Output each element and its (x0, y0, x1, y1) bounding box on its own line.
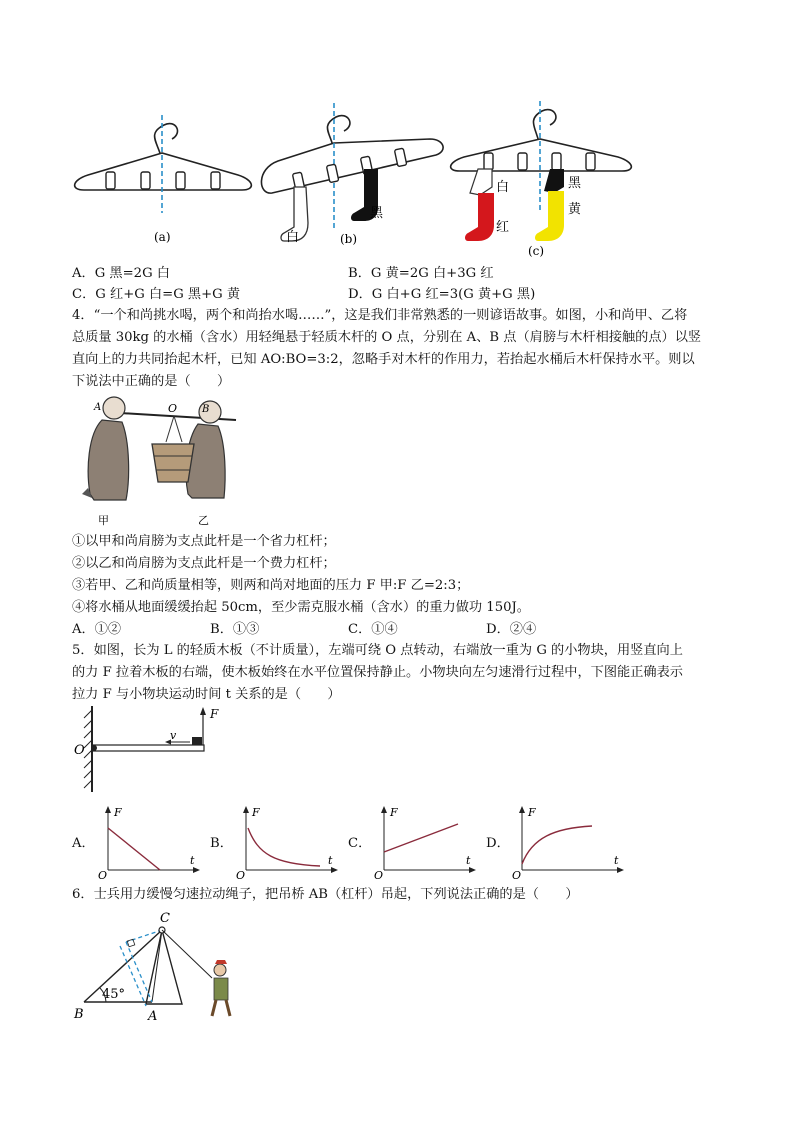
graph-d-curve (522, 826, 592, 864)
q4-statement-2: ②以乙和尚肩膀为支点此杆是一个费力杠杆； (72, 556, 336, 571)
q4-statement-4: ④将水桶从地面缓缓抬起 50cm，至少需克服水桶（含水）的重力做功 150J。 (72, 600, 530, 615)
q3-option-b: B．G 黄=2G 白+3G 红 (348, 266, 494, 281)
monks-label-b: B (202, 404, 210, 415)
hanger-a (75, 115, 252, 213)
graph-d-y-label: F (528, 806, 536, 819)
graph-a-y-label: F (114, 806, 122, 819)
q4-line-2: 总质量 30kg 的水桶（含水）用轻绳悬于轻质木杆的 O 点，分别在 A、B 点（肩膀与木杆相接触的点）以竖 (72, 330, 702, 345)
sock-label-white: 白 (286, 230, 300, 245)
graph-b-origin: O (236, 869, 246, 880)
q6-line-1: 6．士兵用力缓慢匀速拉动绳子，把吊桥 AB（杠杆）吊起，下列说法正确的是（ ） (72, 887, 579, 902)
sock-label-black: 黑 (370, 206, 384, 221)
graph-b (234, 804, 342, 880)
graph-c-curve (384, 824, 458, 852)
q4-line-3: 直向上的力共同抬起木杆，已知 AO:BO=3:2，忽略手对木杆的作用力，若抬起水桶后木杆保持水平。则以 (72, 352, 695, 367)
sock-label-black-c: 黑 (568, 176, 582, 191)
hanger-c (451, 101, 632, 241)
graph-a-curve (108, 828, 160, 870)
hanger-label-b: (b) (340, 232, 358, 246)
graph-a-origin: O (98, 869, 108, 880)
monks-figure (74, 390, 254, 530)
monks-label-jia: 甲 (98, 514, 109, 527)
graph-a-x-label: t (190, 854, 195, 867)
graph-b-x-label: t (328, 854, 333, 867)
hangers-figure (66, 95, 636, 260)
q4-option-d: D．②④ (486, 622, 537, 637)
board-label-o: O (74, 743, 85, 758)
q5-graph-label-c: C． (348, 836, 372, 851)
q4-line-1: 4．“一个和尚挑水喝，两个和尚抬水喝……”，这是我们非常熟悉的一则谚语故事。如图，小和尚甲、乙将 (72, 308, 688, 323)
q4-statement-1: ①以甲和尚肩膀为支点此杆是一个省力杠杆； (72, 534, 336, 549)
q4-option-b: B．①③ (210, 622, 260, 637)
graph-c-origin: O (374, 869, 384, 880)
drawbridge-label-a: A (148, 1009, 158, 1024)
drawbridge-angle: 45° (102, 987, 126, 1002)
q3-option-c: C．G 红+G 白=G 黑+G 黄 (72, 287, 241, 302)
graph-d-x-label: t (614, 854, 619, 867)
graph-b-y-label: F (252, 806, 260, 819)
board-label-v: v (170, 729, 177, 742)
q5-graph-label-a: A． (72, 836, 95, 851)
graph-d-origin: O (512, 869, 522, 880)
q3-option-d: D．G 白+G 红=3(G 黄+G 黑) (348, 287, 536, 302)
graph-b-curve (248, 828, 320, 866)
q5-graph-label-d: D． (486, 836, 510, 851)
drawbridge-label-b: B (74, 1007, 84, 1022)
q5-line-3: 拉力 F 与小物块运动时间 t 关系的是（ ） (72, 687, 341, 702)
graph-d (510, 804, 628, 880)
q3-option-a: A．G 黑=2G 白 (72, 266, 170, 281)
hanger-b (261, 103, 443, 245)
graph-c-y-label: F (390, 806, 398, 819)
monks-label-yi: 乙 (198, 514, 209, 527)
q4-option-a: A．①② (72, 622, 122, 637)
hanger-label-c: (c) (528, 244, 545, 258)
graph-c (372, 804, 480, 880)
monks-label-o: O (168, 402, 178, 415)
drawbridge-label-c: C (160, 911, 170, 926)
monks-label-a: A (94, 402, 102, 413)
q4-line-4: 下说法中正确的是（ ） (72, 374, 231, 389)
sock-label-red: 红 (496, 220, 510, 235)
q4-option-c: C．①④ (348, 622, 398, 637)
q4-statement-3: ③若甲、乙和尚质量相等，则两和尚对地面的压力 F 甲:F 乙=2:3； (72, 578, 470, 593)
sock-label-white-c: 白 (496, 180, 510, 195)
drawbridge-figure (72, 908, 242, 1024)
q5-line-2: 的力 F 拉着木板的右端，使木板始终在水平位置保持静止。小物块向左匀速滑行过程中，下图能正确表示 (72, 665, 683, 680)
hanger-label-a: (a) (154, 230, 171, 244)
graph-c-x-label: t (466, 854, 471, 867)
board-label-f: F (210, 707, 219, 721)
q5-line-1: 5．如图，长为 L 的轻质木板（不计质量），左端可绕 O 点转动，右端放一重为 G 的小物块，用竖直向上 (72, 643, 683, 658)
sock-label-yellow: 黄 (568, 202, 582, 217)
graph-a (96, 804, 204, 880)
board-figure (70, 702, 230, 794)
q5-graph-label-b: B． (210, 836, 233, 851)
